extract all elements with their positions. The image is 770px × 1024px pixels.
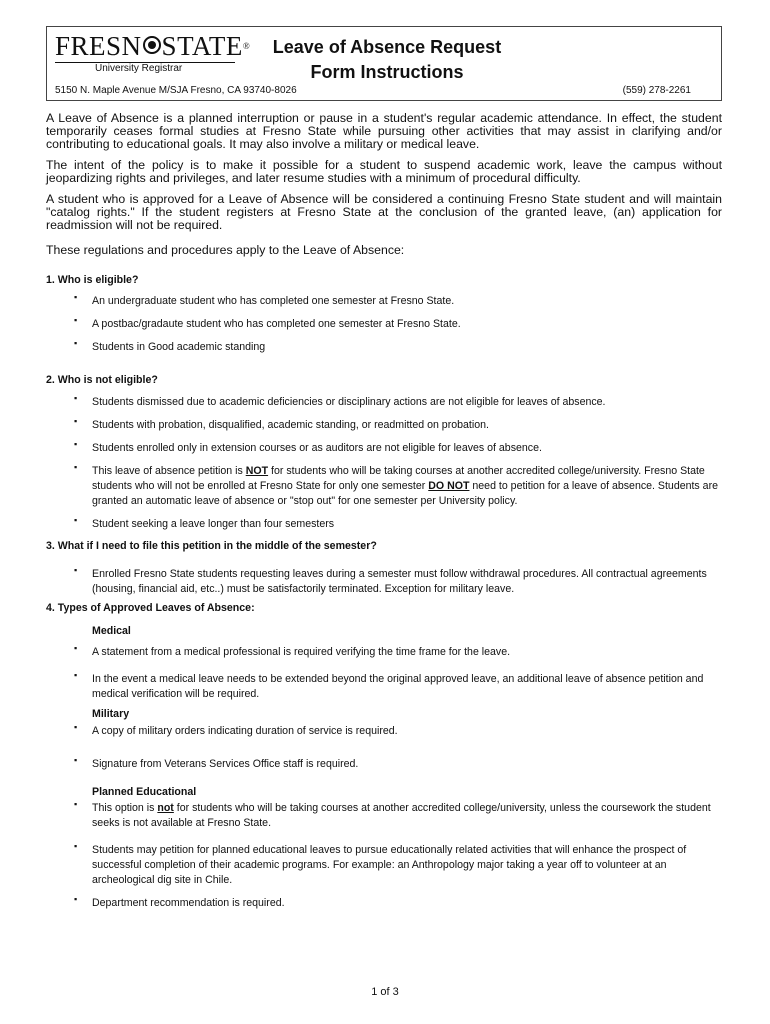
emphasis-not: NOT [245,465,269,477]
list-item [46,801,722,831]
item-text: This option is [92,802,158,814]
section-3-title: 3. What if I need to file this petition in the middle of the semester? [46,540,377,552]
intro-paragraph-3: A student who is approved for a Leave of Absence will be considered a continuing Fresno State student and will maintain "catalog rights." If the student registers at Fresno State at the conclusion of the granted leave, (an) application for readmission will not be required. [46,192,722,232]
planned-educational-list [46,801,722,911]
page-number: 1 of 3 [371,986,399,998]
list-item: ▪ A copy of military orders indicating duration of service is required. [46,724,722,739]
section-4-title: 4. Types of Approved Leaves of Absence: [46,602,255,614]
intro-paragraph-4: These regulations and procedures apply to the Leave of Absence: [46,243,405,257]
military-list [46,724,722,772]
item-text: need to petition for a leave of absence. Students are granted an automatic leave of absence or "stop out" for one semester per University policy. [92,480,718,507]
list-item: ▪ A postbac/gradaute student who has completed one semester at Fresno State. [46,317,722,332]
list-item [46,464,722,509]
section-2-title: 2. Who is not eligible? [46,374,158,386]
phone-text: (559) 278-2261 [622,85,691,96]
title-line-1: Leave of Absence Request [272,37,502,57]
address-text: 5150 N. Maple Avenue M/SJA Fresno, CA 93740-8026 [55,85,297,96]
medical-title: Medical [92,625,131,637]
section-1-list [46,294,722,355]
emphasis-do-not: DO NOT [428,480,470,492]
list-item: ▪ Students dismissed due to academic deficiencies or disciplinary actions are not eligible for leaves of absence. [46,395,722,410]
list-item: ▪ Department recommendation is required. [46,896,722,911]
registrar-label: University Registrar [95,63,183,74]
seal-icon [143,36,161,54]
section-2-list [46,395,722,532]
list-item: ▪ Signature from Veterans Services Office staff is required. [46,757,722,772]
intro-paragraph-1: A Leave of Absence is a planned interruption or pause in a student's regular academic attendance. In effect, the student temporarily ceases formal studies at Fresno State while pursuing other activities that may assist in clarifying and/or contributing to educational goals. It may also involve a military or medical leave. [46,111,722,151]
list-item: ▪ A statement from a medical professional is required verifying the time frame for the leave. [46,645,722,660]
list-item: ▪ Enrolled Fresno State students requesting leaves during a semester must follow withdrawal procedures. All contractual agreements (housing, financial aid, etc..) must be satisfactorily terminated. Exception for military leave. [46,567,722,597]
fresno-state-logo: FRESN STATE® [55,31,251,61]
list-item: ▪ Students with probation, disqualified, academic standing, or readmitted on probation. [46,418,722,433]
item-text: for students who will be taking courses at another accredited college/university. Fresno State students who will not be enrolled at Fresno State for only one semester [92,465,705,492]
list-item: ▪ Students enrolled only in extension courses or as auditors are not eligible for leaves of absence. [46,441,722,456]
section-1-title: 1. Who is eligible? [46,274,139,286]
section-3-list [46,567,722,597]
list-item: ▪ An undergraduate student who has completed one semester at Fresno State. [46,294,722,309]
emphasis-not: not [157,802,174,814]
item-text: for students who will be taking courses at another accredited college/university, unless the coursework the student seeks is not available at Fresno State. [92,802,711,829]
military-title: Military [92,708,130,720]
item-text: This leave of absence petition is [92,465,246,477]
list-item: ▪ Students may petition for planned educational leaves to pursue educationally related activities that will enhance the prospect of successful completion of their academic programs. For example: an Anthropology major taking a year off to volunteer at an archeological dig site in Chile. [46,843,722,888]
document-body [46,112,722,911]
list-item: ▪ Students in Good academic standing [46,340,722,355]
medical-list [46,645,722,702]
list-item: ▪ In the event a medical leave needs to be extended beyond the original approved leave, an additional leave of absence petition and medical verification will be required. [46,672,722,702]
header-box [46,26,722,101]
page-title [272,35,502,85]
intro-paragraph-2: The intent of the policy is to make it possible for a student to suspend academic work, leave the campus without jeopardizing rights and privileges, and later resume studies with a minimum of procedural difficulty. [46,158,722,185]
title-line-2: Form Instructions [310,62,464,82]
list-item: ▪ Student seeking a leave longer than four semesters [46,517,722,532]
planned-educational-title: Planned Educational [92,786,197,798]
